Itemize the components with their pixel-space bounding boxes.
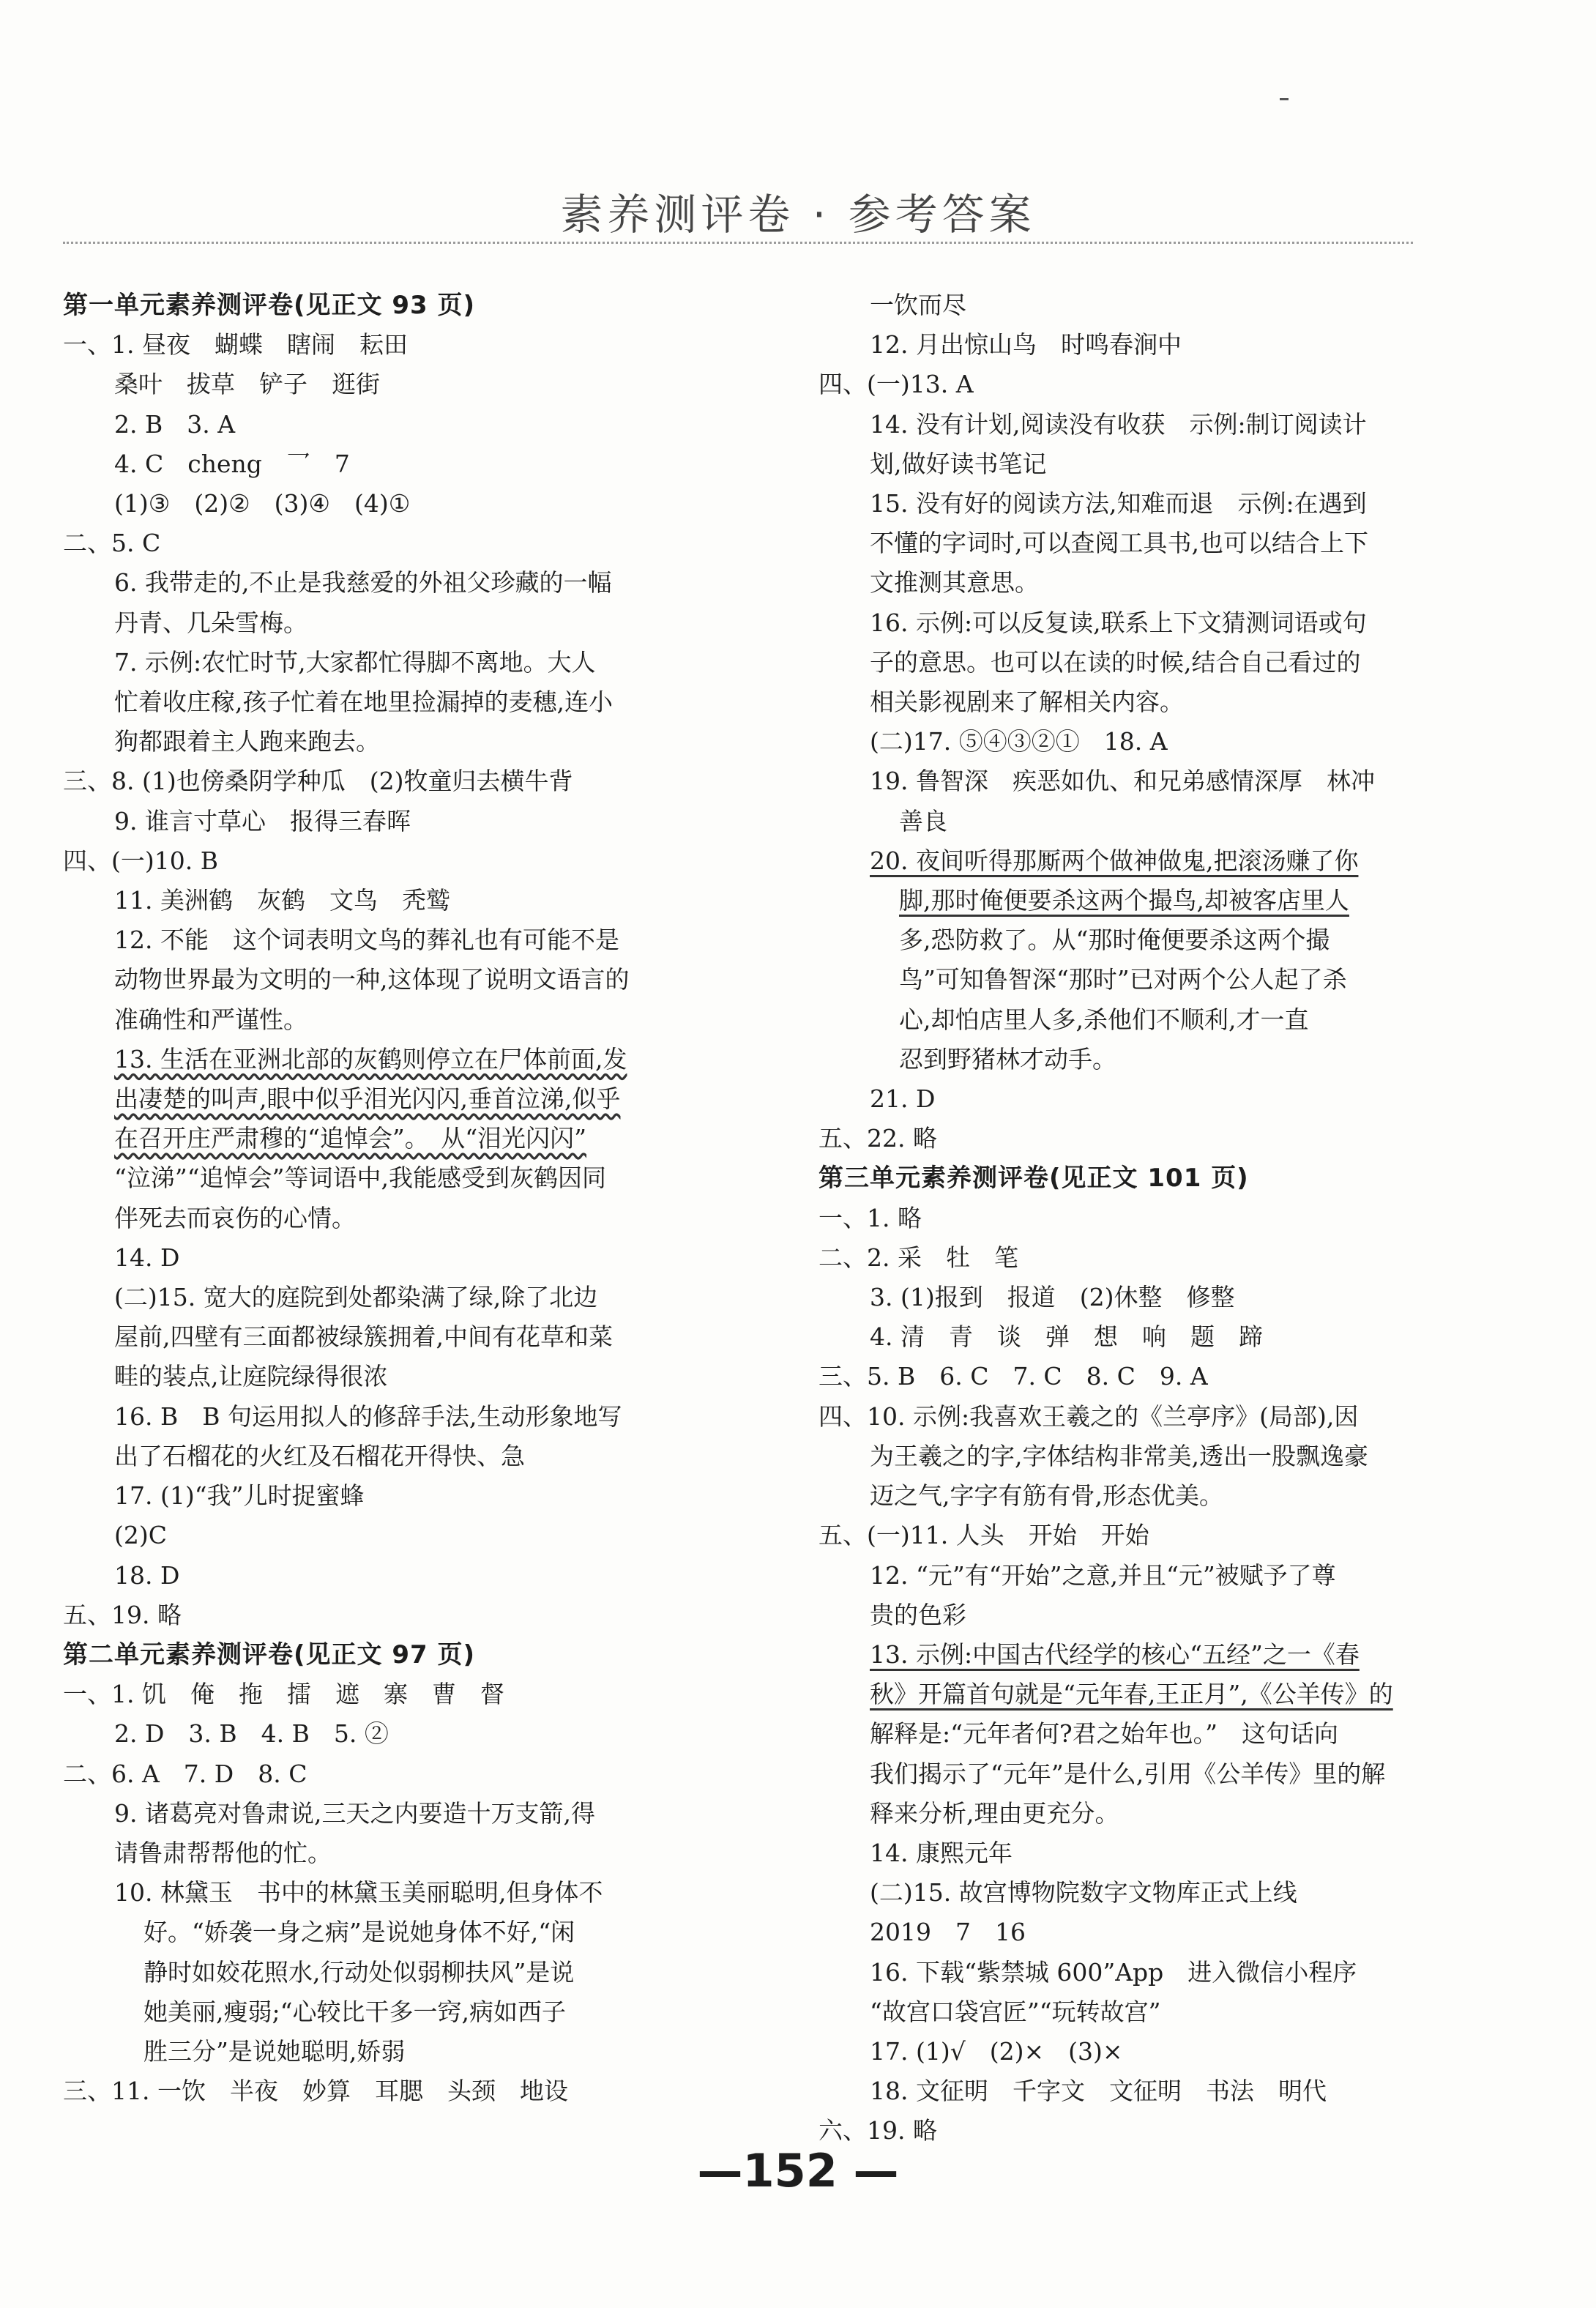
answer-line: 三、8. (1)也傍桑阴学种瓜 (2)牧童归去横牛背: [63, 767, 573, 796]
section-heading: 第二单元素养测评卷(见正文 97 页): [63, 1639, 476, 1669]
answer-line: 解释是:“元年者何?君之始年也。” 这句话向: [870, 1719, 1339, 1749]
answer-line: 三、11. 一饮 半夜 妙算 耳腮 头颈 地设: [63, 2077, 568, 2106]
answer-line: 畦的装点,让庭院绿得很浓: [114, 1362, 388, 1391]
answer-line: 11. 美洲鹤 灰鹤 文鸟 秃鹫: [114, 886, 450, 915]
answer-line: 忙着收庄稼,孩子忙着在地里捡漏掉的麦穗,连小: [114, 688, 613, 717]
answer-line: 多,恐防救了。从“那时俺便要杀这两个撮: [899, 926, 1330, 955]
answer-line: 脚,那时俺便要杀这两个撮鸟,却被客店里人: [899, 886, 1349, 915]
section-heading: 第一单元素养测评卷(见正文 93 页): [63, 291, 476, 320]
answer-line: 13. 示例:中国古代经学的核心“五经”之一《春: [870, 1639, 1360, 1669]
answer-line: 16. 下载“紫禁城 600”App 进入微信小程序: [870, 1957, 1357, 1987]
answer-line: (二)15. 宽大的庭院到处都染满了绿,除了北边: [114, 1283, 598, 1312]
answer-line: 18. D: [114, 1560, 180, 1590]
answer-line: 12. “元”有“开始”之意,并且“元”被赋予了尊: [870, 1560, 1336, 1590]
answer-line: 桑叶 拔草 铲子 逛街: [114, 370, 380, 399]
answer-line: 17. (1)√ (2)× (3)×: [870, 2036, 1123, 2066]
answer-line: 四、10. 示例:我喜欢王羲之的《兰亭序》(局部),因: [818, 1401, 1359, 1431]
answer-line: 伴死去而哀伤的心情。: [114, 1203, 356, 1232]
answer-line: 五、22. 略: [818, 1124, 937, 1153]
answer-line: 善良: [899, 806, 947, 835]
answer-line: 10. 林黛玉 书中的林黛玉美丽聪明,但身体不: [114, 1878, 603, 1907]
answer-line: 静时如姣花照水,行动处似弱柳扶风”是说: [143, 1957, 575, 1987]
answer-line: 丹青、几朵雪梅。: [114, 608, 307, 637]
answer-line: 相关影视剧来了解相关内容。: [870, 688, 1184, 717]
answer-line: 一饮而尽: [870, 291, 966, 319]
answer-line: 6. 我带走的,不止是我慈爱的外祖父珍藏的一幅: [114, 568, 612, 598]
page-title: 素养测评卷 · 参考答案: [560, 190, 1036, 239]
answer-line: 4. C cheng 乛 7: [114, 449, 350, 478]
answer-line: 四、(一)13. A: [818, 370, 974, 399]
answer-line: (2)C: [114, 1521, 167, 1550]
answer-line: 二、2. 采 牡 笔: [818, 1243, 1018, 1272]
answer-line: 她美丽,瘦弱;“心较比干多一窍,病如西子: [143, 1997, 566, 2026]
answer-line: 出了石榴花的火红及石榴花开得快、急: [114, 1441, 525, 1470]
answer-line: (二)17. ⑤④③②① 18. A: [870, 727, 1168, 756]
answer-line: 文推测其意思。: [870, 568, 1039, 598]
answer-line: 不懂的字词时,可以查阅工具书,也可以结合上下: [870, 529, 1368, 558]
answer-line: 六、19. 略: [818, 2116, 937, 2145]
answer-line: 为王羲之的字,字体结构非常美,透出一股飘逸豪: [870, 1441, 1368, 1470]
answer-line: 一、1. 略: [818, 1203, 922, 1232]
answer-line: 子的意思。也可以在读的时候,结合自己看过的: [870, 647, 1361, 677]
answer-line: 忍到野猪林才动手。: [899, 1044, 1116, 1073]
title-divider: [63, 242, 1413, 244]
answer-line: 屋前,四壁有三面都被绿簇拥着,中间有花草和菜: [114, 1322, 613, 1352]
answer-line: 17. (1)“我”儿时捉蜜蜂: [114, 1481, 365, 1511]
answer-line: 准确性和严谨性。: [114, 1005, 307, 1034]
answer-line: 我们揭示了“元年”是什么,引用《公羊传》里的解: [870, 1759, 1386, 1788]
section-heading: 第三单元素养测评卷(见正文 101 页): [818, 1164, 1249, 1194]
answer-line: 出凄楚的叫声,眼中似乎泪光闪闪,垂首泣涕,似乎: [114, 1084, 621, 1114]
answer-line: 2019 7 16: [870, 1918, 1026, 1947]
answer-line: 3. (1)报到 报道 (2)休整 修整: [870, 1283, 1235, 1312]
answer-line: 划,做好读书笔记: [870, 449, 1047, 478]
answer-line: 12. 不能 这个词表明文鸟的葬礼也有可能不是: [114, 926, 619, 955]
answer-line: 2. B 3. A: [114, 409, 236, 439]
answer-line: (二)15. 故宫博物院数字文物库正式上线: [870, 1878, 1297, 1907]
answer-line: 释来分析,理由更充分。: [870, 1798, 1119, 1828]
answer-line: 三、5. B 6. C 7. C 8. C 9. A: [818, 1362, 1208, 1391]
answer-line: 9. 诸葛亮对鲁肃说,三天之内要造十万支箭,得: [114, 1798, 595, 1828]
answer-line: (1)③ (2)② (3)④ (4)①: [114, 489, 411, 518]
answer-line: 迈之气,字字有筋有骨,形态优美。: [870, 1481, 1223, 1511]
answer-line: 12. 月出惊山鸟 时鸣春涧中: [870, 330, 1182, 360]
answer-line: 14. 没有计划,阅读没有收获 示例:制订阅读计: [870, 409, 1367, 439]
answer-line: 一、1. 饥 俺 拖 擂 遮 寨 曹 督: [63, 1680, 504, 1709]
answer-line: 在召开庄严肃穆的“追悼会”。 从“泪光闪闪”: [114, 1124, 586, 1153]
page-number: —152 —: [697, 2144, 899, 2197]
answer-line: 五、(一)11. 人头 开始 开始: [818, 1521, 1149, 1550]
answer-line: 二、5. C: [63, 529, 161, 558]
answer-line: 请鲁肃帮帮他的忙。: [114, 1838, 332, 1867]
answer-line: 13. 生活在亚洲北部的灰鹤则停立在尸体前面,发: [114, 1044, 627, 1073]
answer-line: 胜三分”是说她聪明,娇弱: [143, 2036, 406, 2066]
answer-line: “泣涕”“追悼会”等词语中,我能感受到灰鹤因同: [114, 1164, 606, 1193]
answer-line: 贵的色彩: [870, 1600, 966, 1629]
left-column: [63, 286, 824, 2111]
answer-line: 狗都跟着主人跑来跑去。: [114, 727, 380, 756]
answer-line: “故宫口袋宫匠”“玩转故宫”: [870, 1997, 1161, 2026]
answer-line: 2. D 3. B 4. B 5. ②: [114, 1719, 389, 1749]
answer-line: 心,却怕店里人多,杀他们不顺利,才一直: [899, 1005, 1309, 1034]
answer-line: 五、19. 略: [63, 1600, 182, 1629]
answer-line: 14. 康熙元年: [870, 1838, 1013, 1867]
answer-line: 7. 示例:农忙时节,大家都忙得脚不离地。大人: [114, 647, 596, 677]
answer-line: 21. D: [870, 1084, 936, 1114]
answer-line: 一、1. 昼夜 蝴蝶 瞎闹 耘田: [63, 330, 408, 360]
answer-line: 二、6. A 7. D 8. C: [63, 1759, 307, 1788]
answer-line: 四、(一)10. B: [63, 846, 218, 875]
answer-line: 好。“娇袭一身之病”是说她身体不好,“闲: [143, 1918, 575, 1947]
answer-line: 16. B B 句运用拟人的修辞手法,生动形象地写: [114, 1401, 622, 1431]
answer-line: 16. 示例:可以反复读,联系上下文猜测词语或句: [870, 608, 1367, 637]
answer-line: 秋》开篇首句就是“元年春,王正月”,《公羊传》的: [870, 1680, 1393, 1709]
right-column: [818, 286, 1580, 2151]
scan-mark: [1280, 98, 1289, 100]
answer-line: 15. 没有好的阅读方法,知难而退 示例:在遇到: [870, 489, 1367, 518]
answer-line: 鸟”可知鲁智深“那时”已对两个公人起了杀: [899, 965, 1347, 994]
answer-line: 4. 清 青 谈 弹 想 响 题 蹄: [870, 1322, 1263, 1352]
answer-line: 14. D: [114, 1243, 180, 1272]
answer-line: 9. 谁言寸草心 报得三春晖: [114, 806, 411, 835]
answer-line: 18. 文征明 千字文 文征明 书法 明代: [870, 2077, 1327, 2106]
answer-line: 20. 夜间听得那厮两个做神做鬼,把滚汤赚了你: [870, 846, 1359, 875]
answer-line: 19. 鲁智深 疾恶如仇、和兄弟感情深厚 林冲: [870, 767, 1375, 796]
answer-line: 动物世界最为文明的一种,这体现了说明文语言的: [114, 965, 630, 994]
